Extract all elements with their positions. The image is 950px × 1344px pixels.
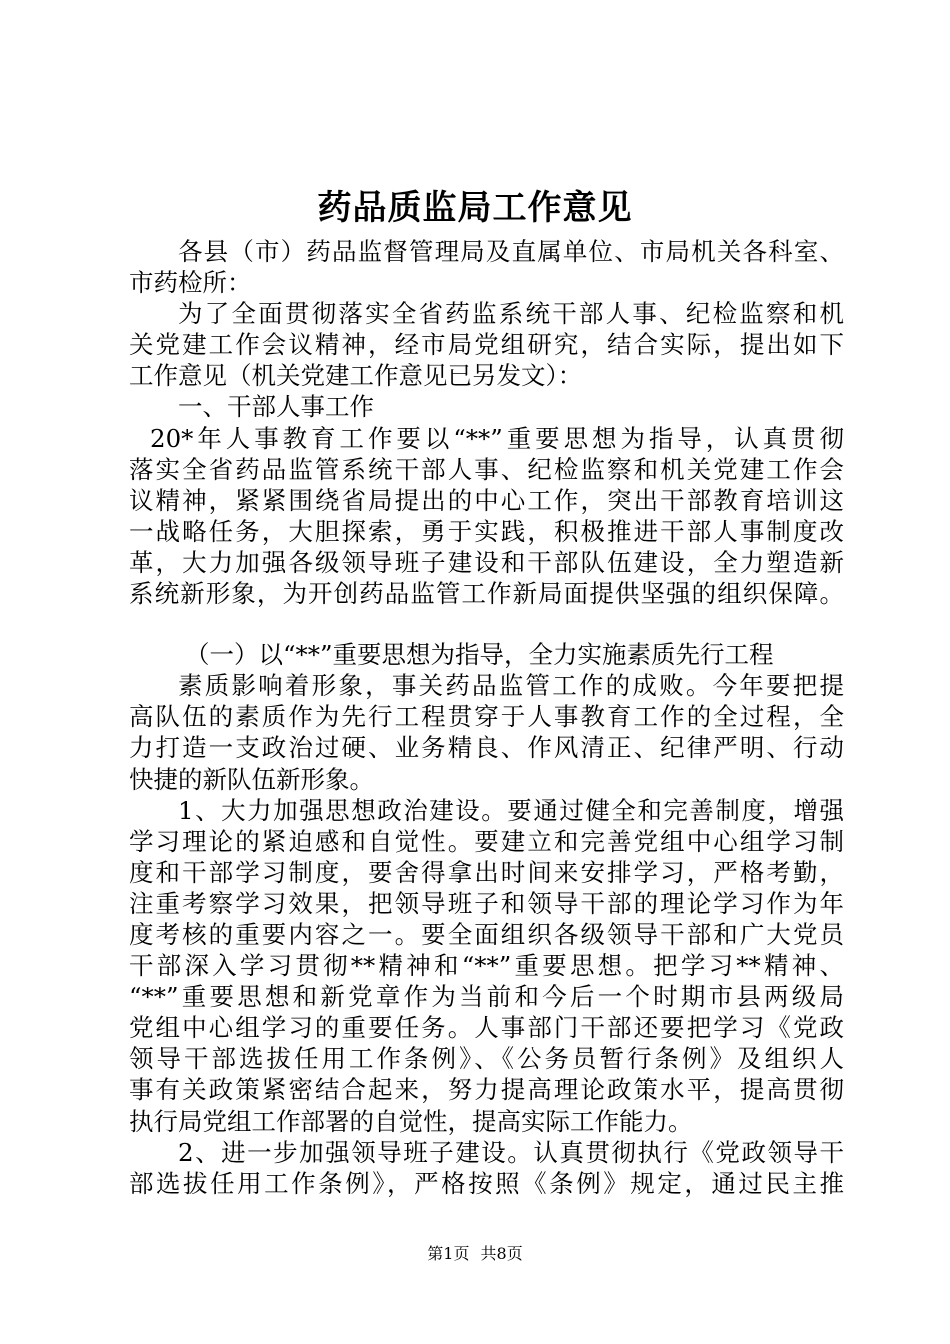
paragraph-line: 学习理论的紧迫感和自觉性。要建立和完善党组中心组学习制 [129,826,844,856]
paragraph-line: 2、进一步加强领导班子建设。认真贯彻执行《党政领导干 [178,1137,844,1167]
paragraph-line: 落实全省药品监管系统干部人事、纪检监察和机关党建工作会 [129,454,844,484]
paragraph-line: 部选拔任用工作条例》，严格按照《条例》规定，通过民主推 [129,1168,844,1198]
paragraph-line: 快捷的新队伍新形象。 [129,764,374,794]
page-total: 共8页 [480,1244,523,1263]
paragraph-line: 度和干部学习制度，要舍得拿出时间来安排学习，严格考勤， [129,857,844,887]
paragraph-line: 为了全面贯彻落实全省药监系统干部人事、纪检监察和机 [178,299,844,329]
page-footer [0,1244,950,1264]
paragraph-line: 事有关政策紧密结合起来，努力提高理论政策水平，提高贯彻 [129,1075,844,1105]
document-body [129,236,844,1199]
paragraph-line: 执行局党组工作部署的自觉性，提高实际工作能力。 [129,1106,693,1136]
paragraph-line: 工作意见（机关党建工作意见已另发文）： [129,361,583,391]
paragraph-line: 高队伍的素质作为先行工程贯穿于人事教育工作的全过程，全 [129,702,844,732]
subsection-heading: （一）以“**”重要思想为指导，全力实施素质先行工程 [185,640,774,670]
paragraph-line: 度考核的重要内容之一。要全面组织各级领导干部和广大党员 [129,919,844,949]
paragraph-line: 关党建工作会议精神，经市局党组研究，结合实际，提出如下 [129,330,844,360]
paragraph-line: 20*年人事教育工作要以“**”重要思想为指导，认真贯彻 [150,423,844,453]
paragraph-line: 一战略任务，大胆探索，勇于实践，积极推进干部人事制度改 [129,516,844,546]
paragraph-line: 注重考察学习效果，把领导班子和领导干部的理论学习作为年 [129,888,844,918]
paragraph-line: 领导干部选拔任用工作条例》、《公务员暂行条例》及组织人 [129,1044,844,1074]
document-title: 药品质监局工作意见 [317,188,633,228]
paragraph-gap [129,609,844,639]
page-number: 第1页 [427,1244,470,1263]
paragraph-line: 素质影响着形象，事关药品监管工作的成败。今年要把提 [178,671,844,701]
paragraph-line: “**”重要思想和新党章作为当前和今后一个时期市县两级局 [129,982,844,1012]
paragraph-line: 干部深入学习贯彻**精神和“**”重要思想。把学习**精神、 [129,951,844,981]
salutation-line: 市药检所： [129,268,252,298]
paragraph-line: 革，大力加强各级领导班子建设和干部队伍建设，全力塑造新 [129,547,844,577]
salutation-line: 各县（市）药品监督管理局及直属单位、市局机关各科室、 [178,237,844,266]
paragraph-line: 1、大力加强思想政治建设。要通过健全和完善制度，增强 [178,795,844,825]
paragraph-line: 系统新形象，为开创药品监管工作新局面提供坚强的组织保障。 [129,579,844,609]
section-heading: 一、干部人事工作 [178,392,374,422]
paragraph-line: 议精神，紧紧围绕省局提出的中心工作，突出干部教育培训这 [129,485,844,515]
paragraph-line: 力打造一支政治过硬、业务精良、作风清正、纪律严明、行动 [129,733,844,763]
paragraph-line: 党组中心组学习的重要任务。人事部门干部还要把学习《党政 [129,1013,844,1043]
